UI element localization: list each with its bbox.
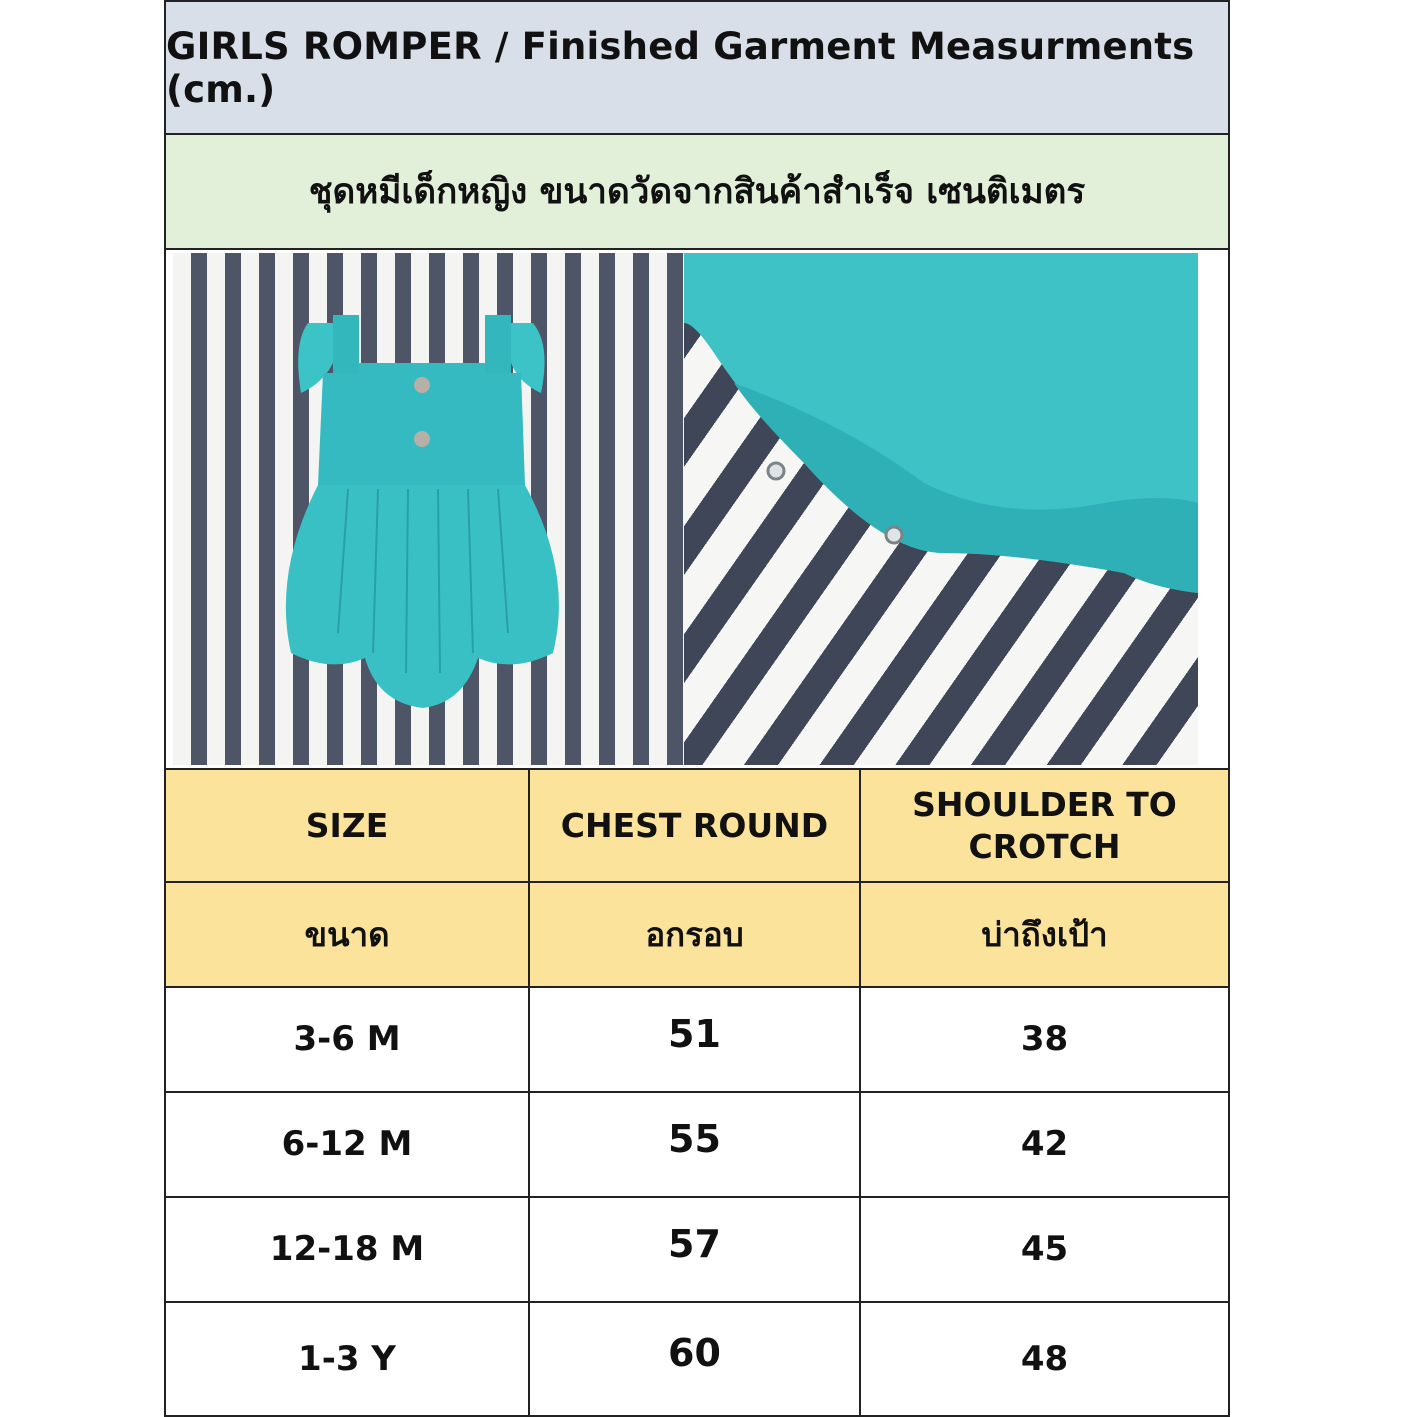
left-strap [333, 315, 359, 375]
chest-cell: 55 [530, 1093, 861, 1196]
snap-button-2 [886, 527, 902, 543]
romper-detail-illustration [684, 253, 1198, 765]
romper-front-illustration [173, 253, 684, 765]
button-bottom [414, 431, 430, 447]
shoulder-crotch-cell: 42 [861, 1093, 1228, 1196]
snap-button-1 [768, 463, 784, 479]
header-size: SIZE [166, 770, 530, 881]
header-row-thai [166, 881, 1228, 986]
shoulder-crotch-cell: 45 [861, 1198, 1228, 1301]
button-top [414, 377, 430, 393]
chest-cell: 51 [530, 988, 861, 1091]
header-size-thai: ขนาด [166, 883, 530, 986]
bloomer [286, 485, 559, 708]
chart-subtitle-thai: ชุดหมีเด็กหญิง ขนาดวัดจากสินค้าสำเร็จ เซนติเมตร [166, 135, 1228, 250]
chart-title: GIRLS ROMPER / Finished Garment Measurments (cm.) [166, 0, 1228, 135]
romper-front-photo [173, 253, 684, 765]
shoulder-crotch-cell: 38 [861, 988, 1228, 1091]
size-cell: 3-6 M [166, 988, 530, 1091]
size-cell: 6-12 M [166, 1093, 530, 1196]
chest-cell: 57 [530, 1198, 861, 1301]
shoulder-crotch-cell: 48 [861, 1303, 1228, 1415]
size-cell: 12-18 M [166, 1198, 530, 1301]
header-chest-round-thai: อกรอบ [530, 883, 861, 986]
photo-area [166, 250, 1228, 768]
header-shoulder-to-crotch: SHOULDER TO CROTCH [861, 770, 1228, 881]
table-row [166, 1301, 1228, 1415]
size-chart [164, 0, 1230, 1417]
header-chest-round: CHEST ROUND [530, 770, 861, 881]
chest-cell: 60 [530, 1303, 861, 1415]
header-shoulder-to-crotch-thai: บ่าถึงเป้า [861, 883, 1228, 986]
table-row [166, 1091, 1228, 1196]
table-row [166, 1196, 1228, 1301]
size-cell: 1-3 Y [166, 1303, 530, 1415]
right-strap [485, 315, 511, 375]
table-row [166, 986, 1228, 1091]
header-row-english [166, 768, 1228, 881]
romper-detail-photo [684, 253, 1198, 765]
